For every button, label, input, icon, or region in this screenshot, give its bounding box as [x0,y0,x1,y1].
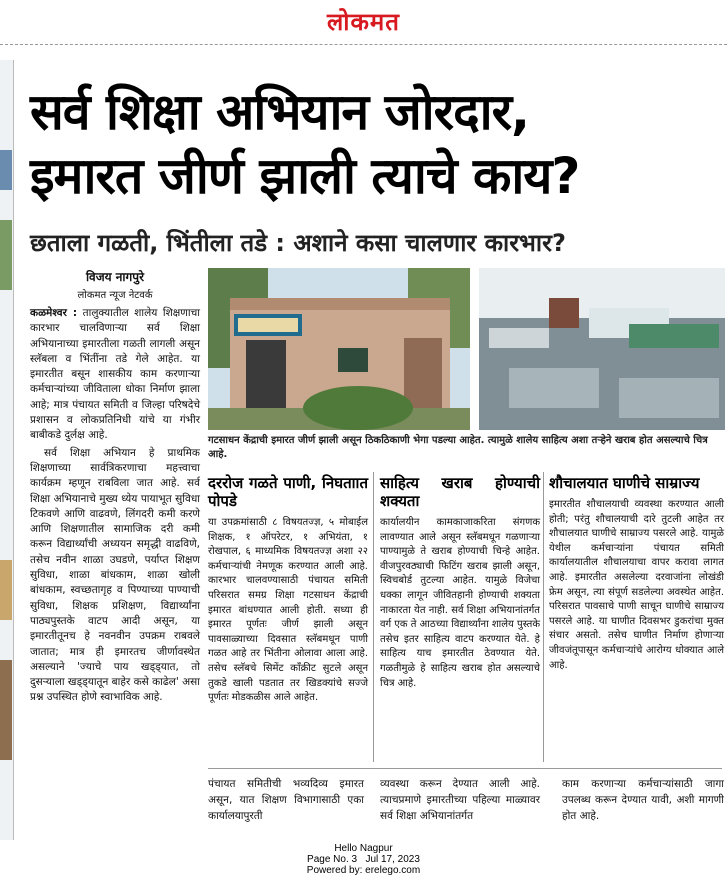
author-name: विजय नागपुरे [85,270,145,284]
page-footer [0,843,727,876]
building-photo [208,268,470,430]
page-info [0,854,727,865]
column-text: इमारतीत शौचालयाची व्यवस्था करण्यात आली होती; परंतु शौचालयाची दारे तुटली आहेत तर शौचालयात घाणीचे साम्राज्य पसरले आहे. यामुळे येथील कर्मचाऱ्यांना पंचायत समिती कार्यालयातील शौचालयाचा वापर करावा लागत आहे. इमारतीत असलेल्या दरवाजांना लोखंडी फ्रेम असून, त्या संपूर्ण सडलेल्या अवस्थेत आहेत. परिसरात पावसाचे पाणी साचून घाणीचे साम्राज्य पसरले आहे. या घाणीत दिवसभर डुकरांचा मुक्त संचार असतो. तसेच घाणीत निर्माण होणाऱ्या जीवजंतूपासून कर्मचाऱ्यांचे आरोग्य धोक्यात आले आहे. [549,499,724,671]
headline-line-2: इमारत जीर्ण झाली त्याचे काय? [30,147,580,205]
adjacent-photo-fragment [0,660,12,760]
photo-caption: गटसाधन केंद्राची इमारत जीर्ण झाली असून ठिकठिकाणी भेगा पडल्या आहेत. त्यामुळे शालेय साहित्य अशा तऱ्हेने खराब होत असल्याचे चित्र आहे. [208,435,708,460]
column-heading: दररोज गळते पाणी, निघताात पोपडे [208,474,368,510]
damaged-supplies-image [479,268,725,430]
damaged-supplies-photo [479,268,725,430]
article-body [30,306,200,708]
masthead-divider [0,44,727,45]
adjacent-photo-fragment [0,150,12,190]
bottom-divider [208,768,722,769]
masthead [0,4,727,40]
byline [30,268,200,301]
building-photo-image [208,268,470,430]
article-paragraph: सर्व शिक्षा अभियान हे प्राथमिक शिक्षणाच्या सार्वत्रिकरणाचा महत्त्वाचा कार्यक्रम म्हणून राबविला जात आहे. सर्व शिक्षा अभियानाचे मुख्य ध्येय पायाभूत सुविधा टिकवणे आणि वाढवणे, लिंगदरी कमी करणे आणि शिक्षणातील सामाजिक दरी कमी करून विद्यार्थ्यांची अध्ययन समृद्धी वाढविणे, तसेच नवीन शाळा उघडणे, पर्याप्त शिक्षण सुविधा, शाळा बांधकाम, शाळा खोली बांधकाम, स्वच्छतागृह व पिण्याच्या पाण्याची सुविधा, शिक्षक प्रशिक्षण, विद्यार्थ्यांना पाठ्यपुस्तके वाटप आदी असून, या इमारतीतूनच हे नवनवीन उपक्रम राबवले जातात; मात्र ही इमारतच जीर्णावस्थेत असल्याने 'ज्याचे पाय खड्ड्यात, तो दुसऱ्याला खड्ड्यातून बाहेर कसे काढेल' असा प्रश्न उपस्थित होणे स्वाभाविक आहे. [30,446,200,704]
page-number: Page No. 3 [307,854,358,865]
news-agency: लोकमत न्यूज नेटवर्क [77,290,153,301]
column-toilet-filth [549,474,724,673]
adjacent-article-strip [0,60,14,840]
column-text: या उपक्रमांसाठी ८ विषयतज्ज्ञ, ५ मोबाईल शिक्षक, १ ऑपरेटर, १ अभियंता, १ रोखपाल, ६ माध्यमिक विषयतज्ज्ञ अशा २२ कर्मचाऱ्यांची नेमणूक करण्यात आली आहे. कारभार चालवण्यासाठी पंचायत समिती परिसरात समग्र शिक्षा गटसाधन केंद्राची इमारत बांधण्यात आली होती. सध्या ही इमारत पूर्णतः जीर्ण झाली असून पावसाळ्याच्या दिवसात स्लॅबमधून पाणी गळत आहे तर भिंतीना ओलावा आला आहे. तसेच स्लॅबचे सिमेंट काँक्रीट सुटले असून तुकडे खाली पडतात तर खिडक्यांचे सज्जे पूर्णतः मोडकळीस आले आहेत. [208,517,368,704]
bottom-text-3: काम करणाऱ्या कर्मचाऱ्यांसाठी जागा उपलब्ध करून देण्यात यावी, अशी मागणी होत आहे. [562,778,724,822]
bottom-text-2: व्यवस्था करून देण्यात आली आहे. त्याचप्रमाणे इमारतीच्या पहिल्या माळ्यावर सर्व शिक्षा अभियानांतर्गत [380,778,540,822]
column-divider [543,472,544,762]
paragraph-text: तालुक्यातील शालेय शिक्षणाचा कारभार चालविणाऱ्या सर्व शिक्षा अभियानाच्या इमारतीला गळती लागली असून स्लॅबला व भिंतींना तडे गेले आहेत. या इमारतीत बसून शासकीय काम करणाऱ्या कर्मचाऱ्यांच्या जीविताला धोका निर्माण झाला आहे; मात्र पंचायत समिती व जिल्हा परिषदेचे प्रशासन व लोकप्रतिनिधी यांचे या गंभीर बाबीकडे दुर्लक्ष आहे. [30,307,200,442]
powered-by[interactable]: Powered by: erelego.com [306,865,421,876]
column-supplies-damage [380,474,540,691]
headline [30,80,720,208]
adjacent-photo-fragment [0,560,12,620]
column-text: कार्यालयीन कामकाजाकरिता संगणक लावण्यात आले असून स्लॅबमधून गळणाऱ्या पाण्यामुळे ते खराब होण्याची चिन्हे आहेत. वीजपुरवठ्याची फिटिंग खराब झाली असून, स्विचबोर्ड तुटल्या आहेत. यामुळे विजेचा धक्का लागून जीवितहानी होण्याची शक्यता नाकारता येत नाही. सर्व शिक्षा अभियानांतर्गत वर्ग एक ते आठच्या विद्यार्थ्यांना शालेय पुस्तके तसेच इतर साहित्य वाटप करण्यात येते. हे साहित्य याच इमारतीत ठेवण्यात येते. गळतीमुळे हे साहित्य खराब होत असल्याचे चित्र आहे. [380,517,540,689]
article-paragraph [30,306,200,444]
column-heading: शौचालयात घाणीचे साम्राज्य [549,474,700,492]
column-divider [373,472,374,762]
headline-line-1: सर्व शिक्षा अभियान जोरदार, [30,83,530,141]
dateline: कळमेश्वर : [30,307,78,319]
column-water-leak [208,474,368,706]
edition-name: Hello Nagpur [334,843,393,854]
subheadline: छताला गळती, भिंतीला तडे : अशाने कसा चालणार कारभार? [30,229,566,257]
bottom-text-1: पंचायत समितीची भव्यदिव्य इमारत असून, यात शिक्षण विभागासाठी एका कार्यालयापुरती [208,778,364,822]
edition-date: Jul 17, 2023 [365,854,420,865]
adjacent-photo-fragment [0,220,12,290]
column-heading: साहित्य खराब होण्याची शक्यता [380,474,540,510]
newspaper-logo[interactable]: लोकमत [327,7,400,36]
